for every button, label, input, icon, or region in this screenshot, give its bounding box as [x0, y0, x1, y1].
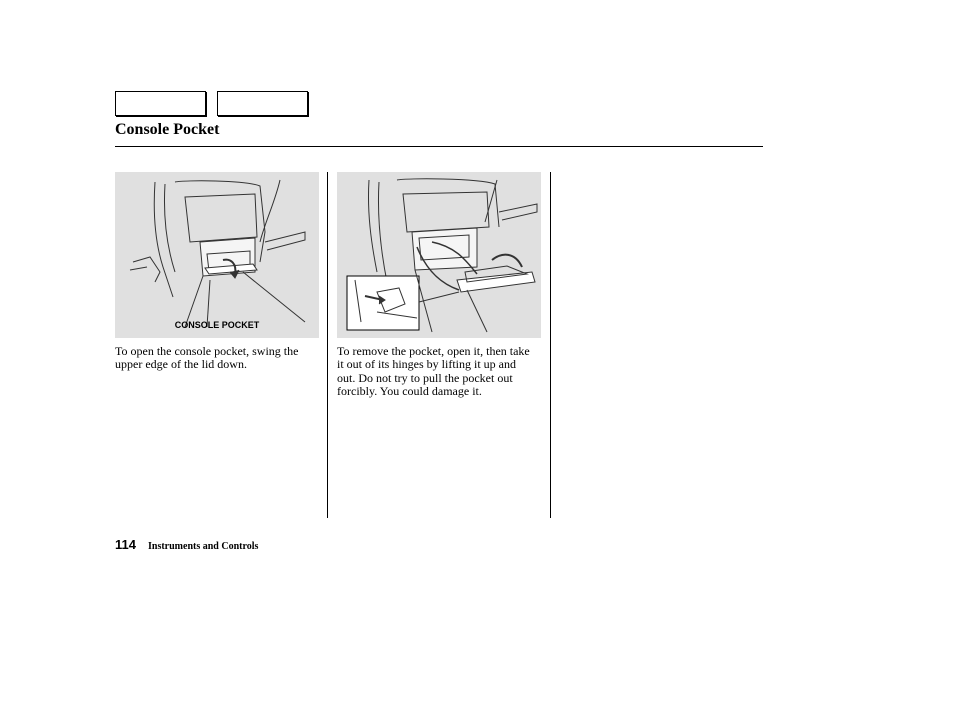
figure-caption: CONSOLE POCKET	[174, 320, 260, 330]
title-divider	[115, 146, 763, 147]
nav-tab-button-1[interactable]	[115, 91, 206, 116]
page-number: 114	[115, 537, 136, 552]
console-seat-drawing	[115, 172, 319, 338]
console-pocket-remove-illustration	[337, 172, 541, 338]
page-title: Console Pocket	[115, 121, 220, 138]
nav-tab-button-2[interactable]	[217, 91, 308, 116]
column-divider	[327, 172, 328, 518]
column-divider	[550, 172, 551, 518]
section-name: Instruments and Controls	[148, 541, 259, 552]
instruction-text-open: To open the console pocket, swing the upper edge of the lid down.	[115, 344, 299, 372]
pocket-removal-drawing	[337, 172, 541, 338]
console-pocket-open-illustration	[115, 172, 319, 338]
instruction-text-remove: To remove the pocket, open it, then take it out of its hinges by lifting it up and out. Do not try to pull the pocket out forcibly. You could damage it.	[337, 344, 530, 398]
